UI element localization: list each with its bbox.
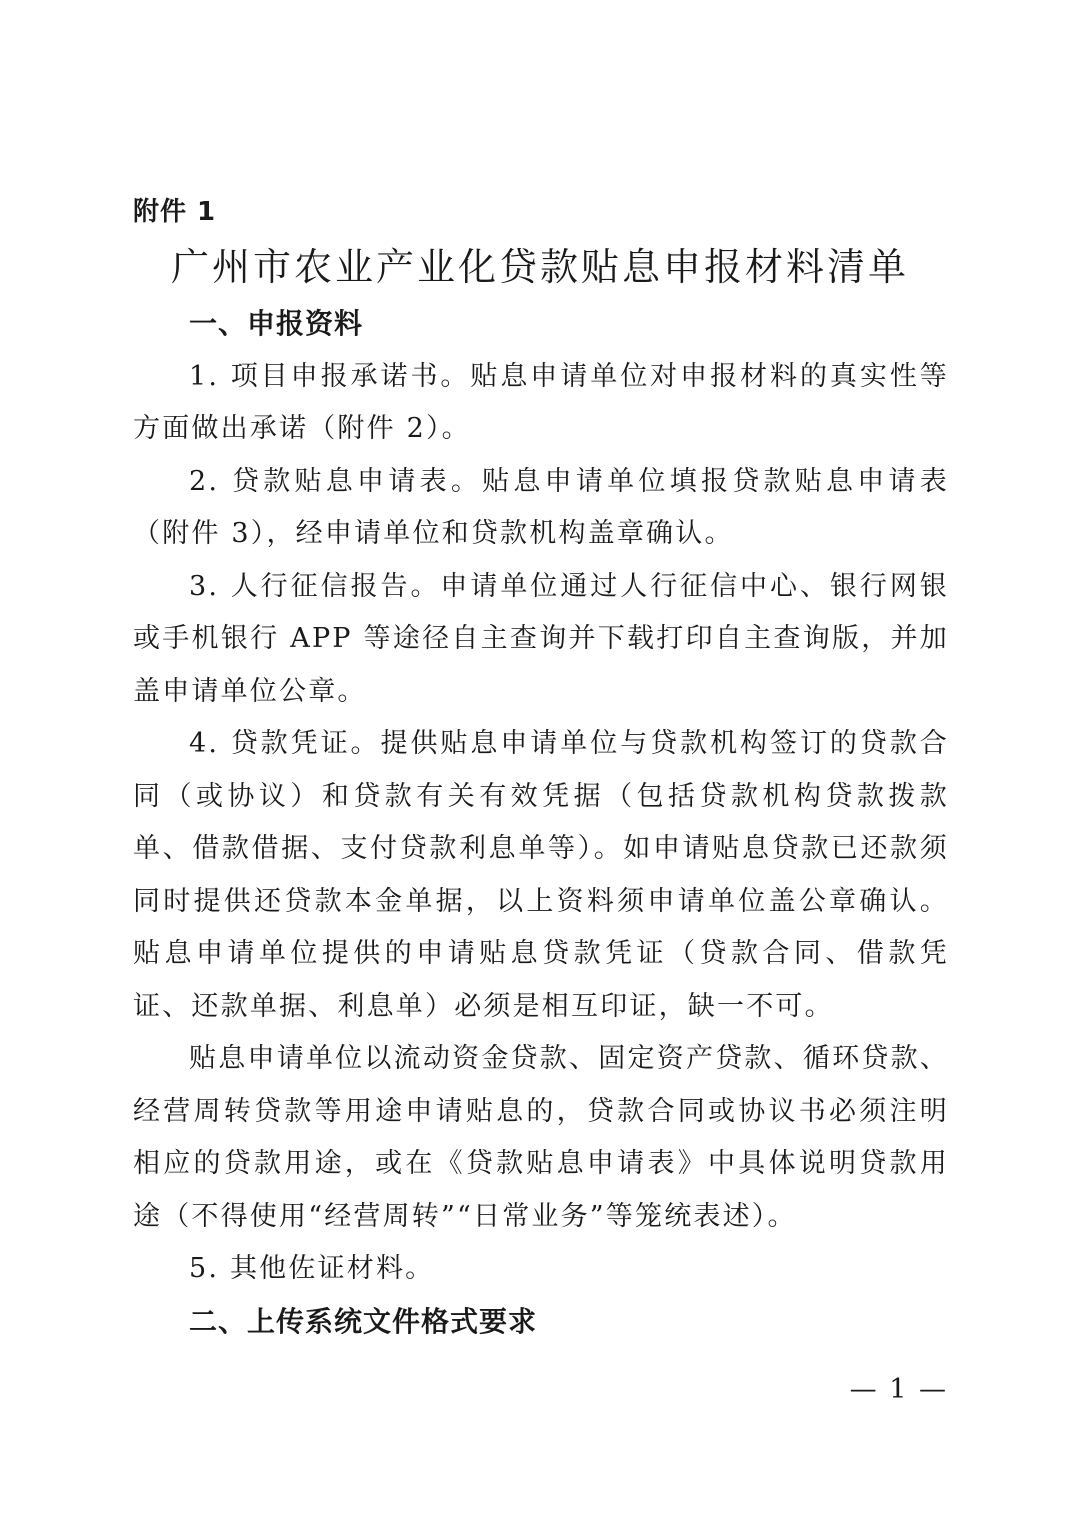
section-heading-application-materials: 一、申报资料	[189, 307, 364, 340]
paragraph-loan-vouchers: 4. 贷款凭证。提供贴息申请单位与贷款机构签订的贷款合同（或协议）和贷款有关有效凭据（包括贷款机构贷款拨款单、借款借据、支付贷款利息单等）。如申请贴息贷款已还款须同时提供还贷款本金单据，以上资料须申请单位盖公章确认。贴息申请单位提供的申请贴息贷款凭证（贷款合同、借款凭证、还款单据、利息单）必须是相互印证，缺一不可。	[133, 728, 949, 1022]
page-number: — 1 —	[849, 1374, 948, 1405]
section-heading-file-format: 二、上传系统文件格式要求	[189, 1304, 538, 1338]
paragraph-other-materials: 5. 其他佐证材料。	[189, 1253, 435, 1284]
document-title: 广州市农业产业化贷款贴息申报材料清单	[170, 245, 909, 289]
paragraph-credit-report: 3. 人行征信报告。申请单位通过人行征信中心、银行网银或手机银行 APP 等途径自主查询并下载打印自主查询版，并加盖申请单位公章。	[133, 570, 949, 707]
document-body	[133, 298, 949, 1348]
attachment-label: 附件 1	[133, 197, 217, 227]
paragraph-loan-purpose: 贴息申请单位以流动资金贷款、固定资产贷款、循环贷款、经营周转贷款等用途申请贴息的，贷款合同或协议书必须注明相应的贷款用途，或在《贷款贴息申请表》中具体说明贷款用途（不得使用“经营周转”“日常业务”等笼统表述）。	[133, 1043, 949, 1232]
paragraph-application-form: 2. 贷款贴息申请表。贴息申请单位填报贷款贴息申请表（附件 3），经申请单位和贷款机构盖章确认。	[133, 465, 949, 549]
paragraph-commitment-letter: 1. 项目申报承诺书。贴息申请单位对申报材料的真实性等方面做出承诺（附件 2）。	[133, 360, 949, 444]
